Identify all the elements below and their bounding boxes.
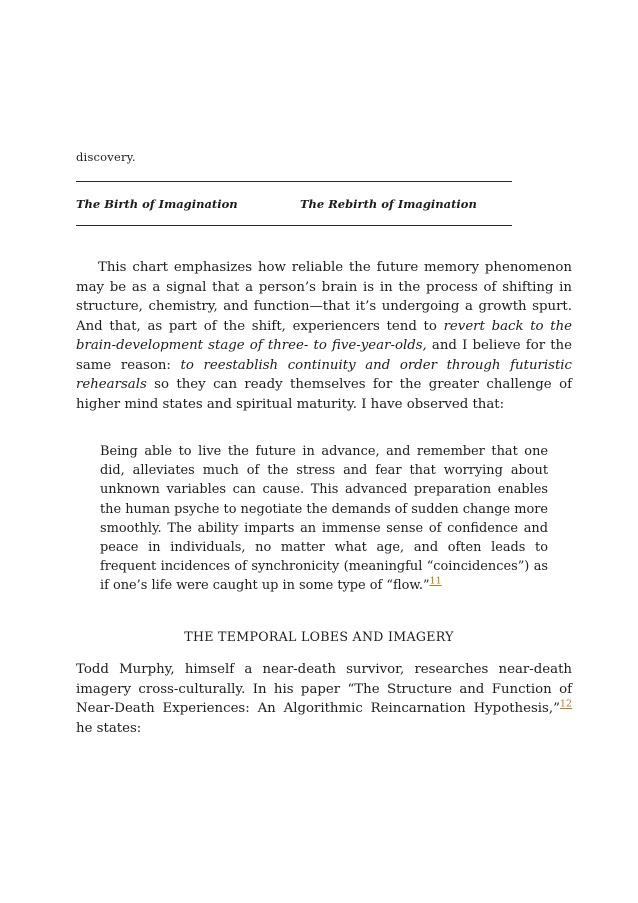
paragraph-text: and I believe for the same reason: <box>76 338 572 373</box>
table-bottom-rule <box>76 225 512 226</box>
body-paragraph-murphy <box>76 660 572 738</box>
footnote-link-11[interactable]: 11 <box>429 576 442 588</box>
table-header-birth: The Birth of Imagination <box>76 197 238 211</box>
table-top-rule <box>76 181 512 182</box>
continued-text-fragment: discovery. <box>76 150 136 164</box>
quote-text: Being able to live the future in advance, and remember that one did, alleviates much of the stress and fear that worrying about unknown variables can cause. This advanced preparation enables the human psyche to negotiate the demands of sudden change more smoothly. The ability imparts an immense sense of confidence and peace in individuals, no matter what age, and often leads to frequent incidences of synchronicity (meaningful “coincidences”) as if one’s life were caught up in some type of “flow.” <box>100 444 548 594</box>
footnote-link-12[interactable]: 12 <box>559 698 572 710</box>
section-heading: THE TEMPORAL LOBES AND IMAGERY <box>184 629 454 644</box>
paragraph-text: he states: <box>76 720 142 736</box>
body-paragraph-chart <box>76 258 572 414</box>
italic-phrase: revert back to the brain-development stage of three- to five-year-olds, <box>76 318 573 353</box>
block-quote <box>100 442 548 596</box>
paragraph-text: This chart emphasizes how reliable the future memory phenomenon may be as a signal that a person’s brain is in the process of shifting in structure, chemistry, and function—that it’s undergoing a growth spurt. And that, as part of the shift, experiencers tend to <box>76 260 572 334</box>
paragraph-text: Todd Murphy, himself a near-death survivor, researches near-death imagery cross-culturally. In his paper “The Structure and Function of Near-Death Experiences: An Algorithmic Reincarnation Hypothesis,” <box>76 662 572 716</box>
italic-phrase: to reestablish continuity and order through futuristic rehearsals <box>76 357 572 392</box>
paragraph-text: so they can ready themselves for the greater challenge of higher mind states and spiritual maturity. I have observed that: <box>76 377 572 412</box>
table-header-rebirth: The Rebirth of Imagination <box>300 197 477 211</box>
